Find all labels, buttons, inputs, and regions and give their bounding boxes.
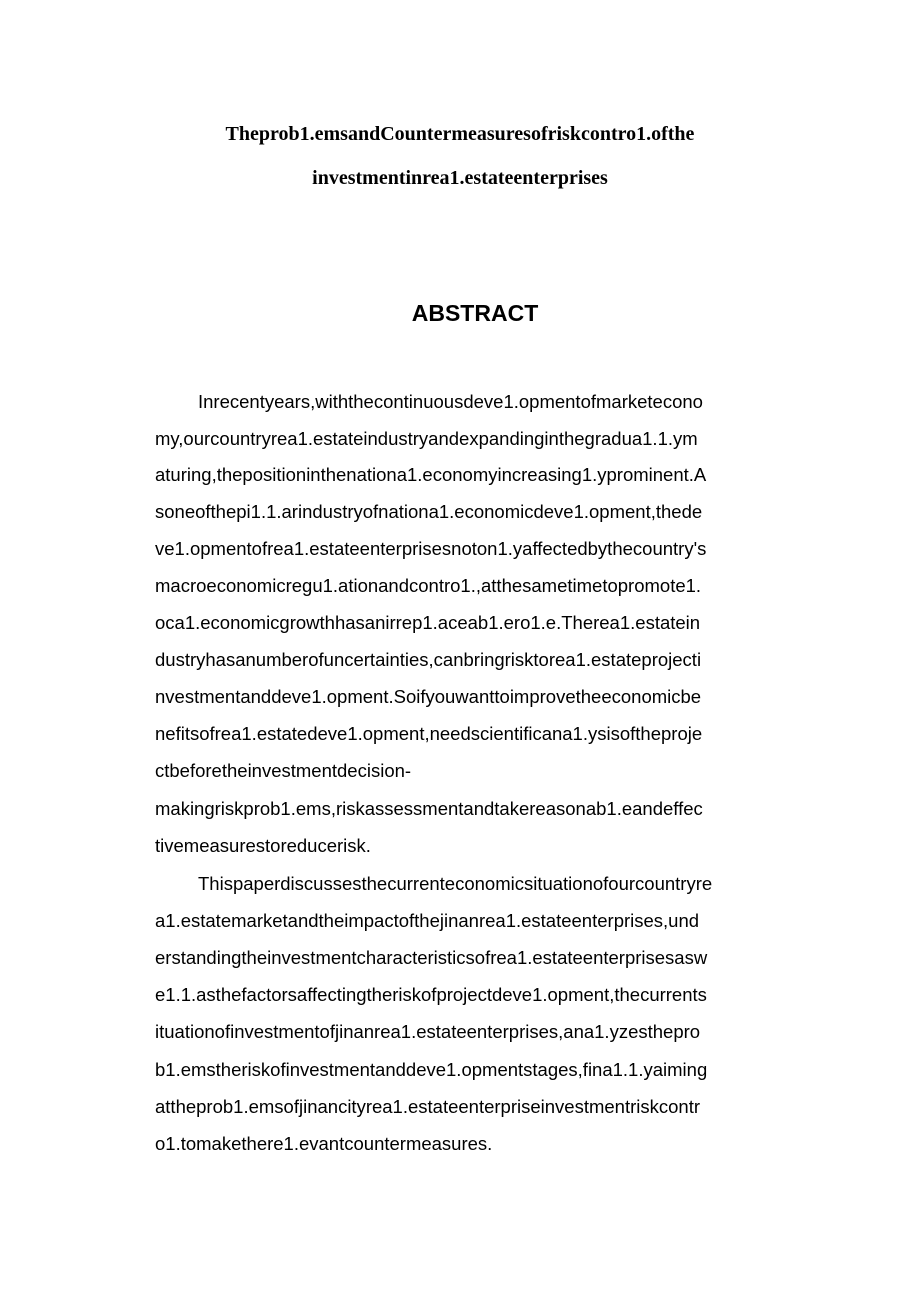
text-line: my,ourcountryrea1.estateindustryandexpandinginthegradua1.1.ym <box>155 428 698 449</box>
text-line: nvestmentanddeve1.opment.Soifyouwanttoimprovetheeconomicbe <box>155 686 702 707</box>
text-line: tivemeasurestoreducerisk. <box>155 835 371 856</box>
title-line-1: Theprob1.emsandCountermeasuresofriskcontro1.ofthe <box>225 123 695 145</box>
text-line: erstandingtheinvestmentcharacteristicsofrea1.estateenterprisesasw <box>155 947 708 968</box>
text-line: attheprob1.emsofjinancityrea1.estateenterpriseinvestmentriskcontr <box>155 1096 701 1117</box>
text-line: b1.emstheriskofinvestmentanddeve1.opmentstages,fina1.1.yaiming <box>155 1059 708 1080</box>
text-line: makingriskprob1.ems,riskassessmentandtakereasonab1.eandeffec <box>155 798 703 819</box>
text-line: ituationofinvestmentofjinanrea1.estateenterprises,ana1.yzesthepro <box>155 1021 701 1042</box>
title-line-2: investmentinrea1.estateenterprises <box>312 167 608 189</box>
text-line: ve1.opmentofrea1.estateenterprisesnoton1.yaffectedbythecountry's <box>155 538 707 559</box>
text-line: Thispaperdiscussesthecurrenteconomicsituationofourcountryre <box>198 873 713 894</box>
text-line: Inrecentyears,withthecontinuousdeve1.opmentofmarketecono <box>198 391 703 412</box>
abstract-heading: ABSTRACT <box>411 300 539 326</box>
text-line: e1.1.asthefactorsaffectingtheriskofprojectdeve1.opment,thecurrents <box>155 984 707 1005</box>
text-line: nefitsofrea1.estatedeve1.opment,needscientificana1.ysisoftheproje <box>155 723 703 744</box>
text-line: oca1.economicgrowthhasanirrep1.aceab1.ero1.e.Therea1.estatein <box>155 612 701 633</box>
text-line: dustryhasanumberofuncertainties,canbringrisktorea1.estateprojecti <box>155 649 702 670</box>
text-line: aturing,thepositioninthenationa1.economyincreasing1.yprominent.A <box>155 464 707 485</box>
text-line: macroeconomicregu1.ationandcontro1.,atthesametimetopromote1. <box>155 575 702 596</box>
text-line: a1.estatemarketandtheimpactofthejinanrea1.estateenterprises,und <box>155 910 700 931</box>
text-line: ctbeforetheinvestmentdecision- <box>155 760 412 781</box>
text-line: o1.tomakethere1.evantcountermeasures. <box>155 1133 493 1154</box>
text-line: soneofthepi1.1.arindustryofnationa1.economicdeve1.opment,thede <box>155 501 703 522</box>
